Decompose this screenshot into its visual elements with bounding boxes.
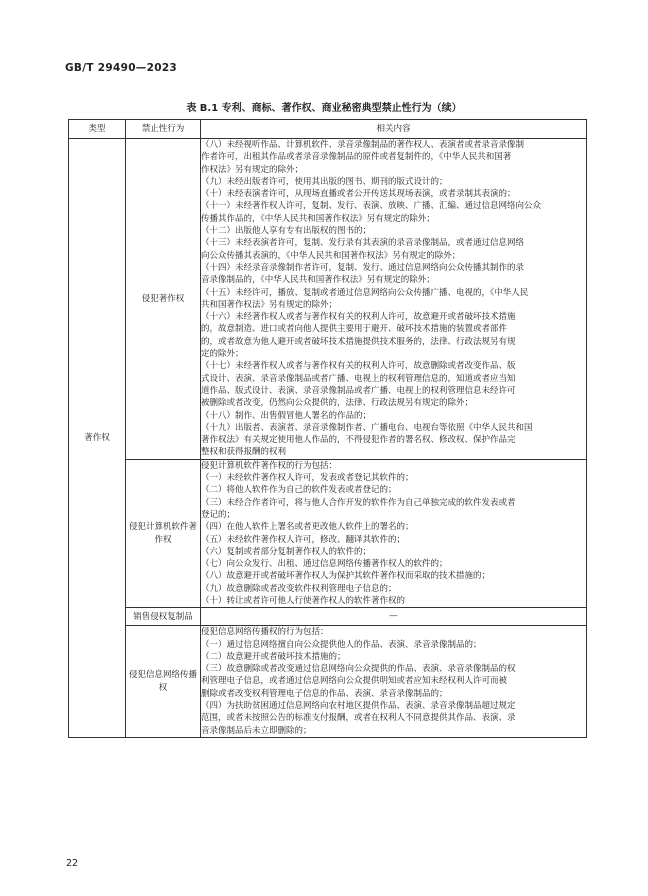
content-line: （十四）未经录音录像制作者许可，复制、发行、通过信息网络向公众传播其制作的录 bbox=[201, 262, 525, 273]
prohibited-acts-table bbox=[68, 119, 587, 738]
header-type: 类型 bbox=[69, 120, 126, 139]
content-lines bbox=[201, 626, 586, 737]
content-line: （二）将他人软件作为自己的软件发表或者登记的； bbox=[201, 485, 397, 496]
header-act: 禁止性行为 bbox=[126, 120, 201, 139]
content-line: 音录像制品后未立即删除的； bbox=[201, 725, 312, 736]
content-line: 传播其作品的，《中华人民共和国著作权法》另有规定的除外； bbox=[201, 213, 435, 224]
content-line: （四）在他人软件上署名或者更改他人软件上的署名的； bbox=[201, 522, 414, 533]
content-line: （三）故意删除或者改变通过信息网络向公众提供的作品、表演、录音录像制品的权 bbox=[201, 664, 516, 675]
content-line: 登记的； bbox=[201, 509, 236, 520]
content-cell bbox=[201, 608, 587, 626]
content-line: 作者许可，出租其作品或者录音录像制品的原件或者复制件的，《中华人民共和国著 bbox=[201, 152, 512, 163]
content-line: 范围，或者未按照公告的标准支付报酬，或者在权利人不同意提供其作品、表演、录 bbox=[201, 713, 516, 724]
act-cell: 销售侵权复制品 bbox=[126, 608, 201, 626]
content-line: （十五）未经许可，播放、复制或者通过信息网络向公众传播广播、电视的，《中华人民 bbox=[201, 287, 529, 298]
content-line: 音录像制品的，《中华人民共和国著作权法》另有规定的除外； bbox=[201, 275, 435, 286]
content-line: （十三）未经表演者许可，复制、发行录有其表演的录音录像制品，或者通过信息网络 bbox=[201, 238, 525, 249]
content-line: 著作权法》有关规定使用他人作品的，不得侵犯作者的署名权、修改权、保护作品完 bbox=[201, 435, 516, 446]
content-line: （十）未经表演者许可，从现场直播或者公开传送其现场表演，或者录制其表演的； bbox=[201, 189, 516, 200]
act-cell: 侵犯信息网络传播权 bbox=[126, 626, 201, 738]
table-row bbox=[69, 626, 587, 738]
content-line: （四）为扶助贫困通过信息网络向农村地区提供作品、表演、录音录像制品超过规定 bbox=[201, 701, 516, 712]
content-line: （十九）出版者、表演者、录音录像制作者、广播电台、电视台等依照《中华人民共和国 bbox=[201, 422, 533, 433]
content-lines bbox=[201, 139, 586, 459]
content-line: 侵犯计算机软件著作权的行为包括： bbox=[201, 460, 338, 471]
content-line: （十六）未经著作权人或者与著作权有关的权利人许可，故意避开或者破坏技术措施 bbox=[201, 312, 516, 323]
content-line: 定的除外； bbox=[201, 349, 244, 360]
content-line: 利管理电子信息，或者通过信息网络向公众提供明知或者应知未经权利人许可而被 bbox=[201, 676, 508, 687]
content-cell bbox=[201, 626, 587, 738]
table-header-row bbox=[69, 120, 587, 139]
content-cell bbox=[201, 139, 587, 460]
type-cell: 著作权 bbox=[69, 139, 126, 738]
content-line: （十）转让或者许可他人行使著作权人的软件著作权的 bbox=[201, 595, 406, 606]
content-line: 共和国著作权法》另有规定的除外； bbox=[201, 299, 338, 310]
content-line: （十一）未经著作权人许可，复制、发行、表演、放映、广播、汇编、通过信息网络向公众 bbox=[201, 201, 542, 212]
act-cell: 侵犯著作权 bbox=[126, 139, 201, 460]
content-line: 式设计、表演、录音录像制品或者广播、电视上的权利管理信息的，知道或者应当知 bbox=[201, 373, 516, 384]
header-content: 相关内容 bbox=[201, 120, 587, 139]
content-line: （九）故意删除或者改变软件权利管理电子信息的； bbox=[201, 583, 397, 594]
act-cell: 侵犯计算机软件著作权 bbox=[126, 459, 201, 608]
content-line: （二）故意避开或者破坏技术措施的； bbox=[201, 651, 346, 662]
content-line: 的，或者故意为他人避开或者破坏技术措施提供技术服务的，法律、行政法规另有规 bbox=[201, 336, 516, 347]
content-line: （八）未经视听作品、计算机软件、录音录像制品的著作权人、表演者或者录音录像制 bbox=[201, 140, 525, 150]
content-line: （八）故意避开或者破坏著作权人为保护其软件著作权而采取的技术措施的； bbox=[201, 571, 491, 582]
table-title: 表 B.1 专利、商标、著作权、商业秘密典型禁止性行为（续） bbox=[186, 103, 462, 114]
content-line: （六）复制或者部分复制著作权人的软件的； bbox=[201, 546, 372, 557]
content-line: （一）未经软件著作权人许可，发表或者登记其软件的； bbox=[201, 473, 414, 484]
content-line: 道作品、版式设计、表演、录音录像制品或者广播、电视上的权利管理信息未经许可 bbox=[201, 385, 516, 396]
content-lines bbox=[201, 460, 586, 608]
content-line: （五）未经软件著作权人许可，修改、翻译其软件的； bbox=[201, 534, 406, 545]
content-line: 删除或者改变权利管理电子信息的作品、表演、录音录像制品的； bbox=[201, 688, 448, 699]
content-cell bbox=[201, 459, 587, 608]
content-line: 被删除或者改变，仍然向公众提供的，法律、行政法规另有规定的除外； bbox=[201, 398, 474, 409]
content-line: 作权法》另有规定的除外； bbox=[201, 164, 304, 175]
table-row bbox=[69, 139, 587, 460]
content-line: （一）通过信息网络擅自向公众提供他人的作品、表演、录音录像制品的； bbox=[201, 639, 482, 650]
content-line: （十八）制作、出售假冒他人署名的作品的； bbox=[201, 410, 372, 421]
standard-code: GB/T 29490—2023 bbox=[65, 62, 178, 74]
content-line: （十二）出版他人享有专有出版权的图书的； bbox=[201, 226, 372, 237]
content-line: 整权和获得报酬的权利 bbox=[201, 447, 287, 458]
content-line: （九）未经出版者许可，使用其出版的图书、期刊的版式设计的； bbox=[201, 176, 448, 187]
table-row bbox=[69, 459, 587, 608]
empty-dash: — bbox=[389, 611, 398, 622]
content-line: （十七）未经著作权人或者与著作权有关的权利人许可，故意删除或者改变作品、版 bbox=[201, 361, 516, 372]
page-number: 22 bbox=[66, 858, 79, 869]
content-line: 的，故意制造、进口或者向他人提供主要用于避开、破坏技术措施的装置或者部件 bbox=[201, 324, 508, 335]
content-line: （七）向公众发行、出租、通过信息网络传播著作权人的软件的； bbox=[201, 559, 448, 570]
table-row bbox=[69, 608, 587, 626]
content-line: （三）未经合作者许可，将与他人合作开发的软件作为自己单独完成的软件发表或者 bbox=[201, 497, 516, 508]
content-line: 向公众传播其表演的，《中华人民共和国著作权法》另有规定的除外； bbox=[201, 250, 461, 261]
content-line: 侵犯信息网络传播权的行为包括： bbox=[201, 627, 329, 638]
